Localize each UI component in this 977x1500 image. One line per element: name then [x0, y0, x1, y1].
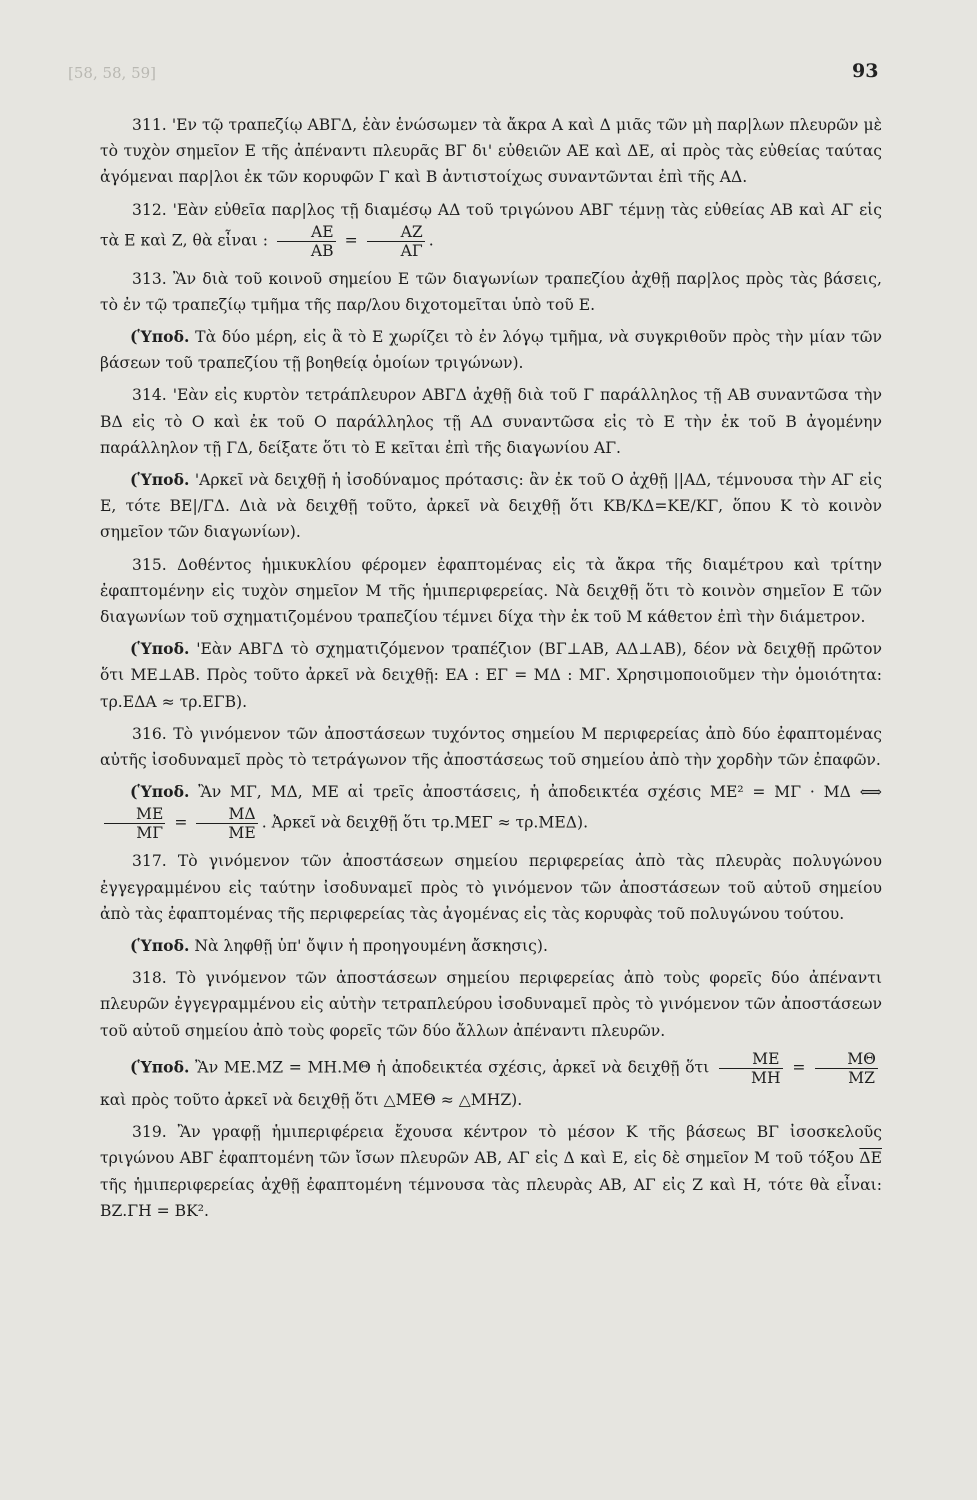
exercise-statement: Δοθέντος ἡμικυκλίου φέρομεν ἐφαπτομένας εἰς τὰ ἄκρα τῆς διαμέτρου καὶ τρίτην ἐφαπτομένην εἰς τυχὸν σημεῖον Μ τῆς ἡμιπεριφερείας. Νὰ δειχθῇ ὅτι τὸ κοινὸν σημεῖον Ε τῶν διαγωνίων τοῦ σχηματιζομένου τραπεζίου τέμνει δίχα τὴν ἐκ τοῦ Μ κάθετον ἐπὶ τὴν διάμετρον.	[100, 555, 882, 627]
hint-text: Τὰ δύο μέρη, εἰς ἃ τὸ Ε χωρίζει τὸ ἐν λόγῳ τμῆμα, νὰ συγκριθοῦν πρὸς τὴν μίαν τῶν βάσεων τοῦ τραπεζίου τῇ βοηθείᾳ ὁμοίων τριγώνων).	[100, 328, 882, 373]
hint-318	[100, 1050, 882, 1113]
exercise-number: 315.	[132, 555, 167, 574]
hint-text: 'Αρκεῖ νὰ δειχθῇ ἡ ἰσοδύναμος πρότασις: ἂν ἐκ τοῦ Ο ἀχθῇ ||ΑΔ, τέμνουσα τὴν ΑΓ εἰς Ε, τότε ΒΕ|/ΓΔ. Διὰ νὰ δειχθῇ τοῦτο, ἀρκεῖ νὰ δειχθῇ ὅτι ΚΒ/ΚΔ=ΚΕ/ΚΓ, ὅπου Κ τὸ κοινὸν σημεῖον τῶν διαγωνίων).	[100, 471, 882, 542]
fraction-denominator: ΜΗ	[751, 1068, 781, 1087]
exercise-318	[100, 965, 882, 1044]
exercise-statement: 'Εὰν εἰς κυρτὸν τετράπλευρον ΑΒΓΔ ἀχθῇ διὰ τοῦ Γ παράλληλος τῇ ΑΒ συναντῶσα τὴν ΒΔ εἰς τὸ Ο καὶ ἐκ τοῦ Ο παράλληλος τῇ ΑΔ συναντῶσα εἰς τὸ Ε τὴν ἐκ τοῦ Β ἀγομένην παράλληλον τῇ ΓΔ, δείξατε ὅτι τὸ Ε κεῖται ἐπὶ τῆς διαγωνίου ΑΓ.	[100, 386, 882, 457]
hint-text: καὶ πρὸς τοῦτο ἀρκεῖ νὰ δειχθῇ ὅτι △ΜΕΘ ≈ △ΜΗΖ).	[100, 1090, 523, 1109]
page-number: 93	[852, 60, 879, 82]
hint-text: · ΜΔ ⟺	[809, 783, 882, 802]
equals-sign: =	[174, 813, 188, 832]
fraction-numerator: ΜΔ	[196, 805, 257, 824]
hint-label: (Ὑποδ.	[130, 782, 190, 802]
exercise-statement: 'Εὰν εὐθεῖα παρ|λος τῇ διαμέσῳ ΑΔ τοῦ τριγώνου ΑΒΓ τέμνῃ τὰς εὐθείας ΑΒ καὶ ΑΓ εἰς τὰ Ε καὶ Ζ, θὰ εἶναι :	[100, 200, 882, 250]
fraction-denominator: ΜΓ	[136, 824, 164, 843]
exercise-text-body	[100, 112, 882, 1230]
exercise-statement: Ἂν διὰ τοῦ κοινοῦ σημείου Ε τῶν διαγωνίων τραπεζίου ἀχθῇ παρ|λος πρὸς τὰς βάσεις, τὸ ἐν τῷ τραπεζίῳ τμῆμα τῆς παρ/λου διχοτομεῖται ὑπὸ τοῦ Ε.	[100, 269, 882, 314]
exercise-311	[100, 112, 882, 191]
period: .	[428, 231, 434, 250]
exercise-number: 319.	[132, 1123, 167, 1142]
exercise-statement: Τὸ γινόμενον τῶν ἀποστάσεων τυχόντος σημείου Μ περιφερείας ἀπὸ δύο ἐφαπτομένας αὐτῆς ἰσοδυναμεῖ πρὸς τὸ τετράγωνον τῆς ἀποστάσεως τοῦ σημείου ἀπὸ τὴν χορδὴν τῶν ἐπαφῶν.	[100, 724, 882, 770]
exercise-number: 317.	[132, 852, 167, 871]
exercise-statement: Τὸ γινόμενον τῶν ἀποστάσεων σημείου περιφερείας ἀπὸ τοὺς φορεῖς δύο ἀπέναντι πλευρῶν ἐγγεγραμμένου εἰς αὐτὴν τετραπλεύρου ἰσοδυναμεῖ πρὸς τὸ γινόμενον τῶν ἀποστάσεων τοῦ αὐτοῦ σημείου ἀπὸ τοὺς φορεῖς τῶν δύο ἄλλων ἀπέναντι πλευρῶν.	[100, 969, 882, 1040]
exercise-316	[100, 721, 882, 773]
equals-sign: =	[344, 231, 358, 250]
hint-text: Ἂν ΜΓ, ΜΔ, ΜΕ αἱ τρεῖς ἀποστάσεις, ἡ ἀποδεικτέα σχέσις ΜΕ² = ΜΓ	[198, 783, 802, 802]
ratio-fraction	[815, 1050, 878, 1087]
hint-text: Νὰ ληφθῇ ὑπ' ὄψιν ἡ προηγουμένη ἄσκησις).	[194, 937, 548, 956]
ratio-fraction	[367, 223, 425, 260]
hint-label: (Ὑποδ.	[130, 470, 190, 490]
fraction-denominator: ΜΖ	[848, 1068, 875, 1087]
hint-text: 'Εὰν ΑΒΓΔ τὸ σχηματιζόμενον τραπέζιον (ΒΓ⊥ΑΒ, ΑΔ⊥ΑΒ), δέον νὰ δειχθῇ πρῶτον ὅτι ΜΕ⊥ΑΒ. Πρὸς τοῦτο ἀρκεῖ νὰ δειχθῇ: ΕΑ : ΕΓ = ΜΔ : ΜΓ. Χρησιμοποιοῦμεν τὴν ὁμοιότητα: τρ.ΕΔΑ ≈ τρ.ΕΓΒ).	[100, 640, 882, 711]
exercise-number: 311.	[132, 116, 167, 134]
exercise-315	[100, 552, 882, 631]
exercise-314	[100, 382, 882, 461]
hint-317	[100, 933, 882, 959]
hint-314	[100, 467, 882, 546]
hint-label: (Ὑποδ.	[130, 327, 190, 347]
exercise-number: 318.	[132, 969, 167, 988]
hint-text: Ἂν ΜΕ.ΜΖ = ΜΗ.ΜΘ ἡ ἀποδεικτέα σχέσις, ἀρκεῖ νὰ δειχθῇ ὅτι	[195, 1058, 710, 1077]
hint-text: . Ἀρκεῖ νὰ δειχθῇ ὅτι τρ.ΜΕΓ ≈ τρ.ΜΕΔ).	[261, 813, 589, 832]
fraction-numerator: ΜΕ	[104, 805, 165, 824]
fraction-numerator: ΜΘ	[815, 1050, 878, 1069]
hint-label: (Ὑποδ.	[130, 1057, 190, 1077]
ratio-fraction	[719, 1050, 783, 1087]
fraction-denominator: ΑΒ	[310, 241, 334, 260]
hint-label: (Ὑποδ.	[130, 936, 190, 956]
exercise-number: 316.	[132, 724, 167, 743]
fraction-denominator: ΑΓ	[400, 241, 423, 260]
ratio-fraction	[277, 223, 336, 260]
fraction-numerator: ΜΕ	[719, 1050, 783, 1069]
exercise-312	[100, 197, 882, 260]
equals-sign: =	[792, 1058, 806, 1077]
exercise-statement: Τὸ γινόμενον τῶν ἀποστάσεων σημείου περιφερείας ἀπὸ τὰς πλευρὰς πολυγώνου ἐγγεγραμμένου εἰς ταύτην ἰσοδυναμεῖ πρὸς τὸ γινόμενον τῶν ἀποστάσεων τοῦ αὐτοῦ σημείου ἀπὸ τὰς ἐφαπτομένας τῆς περιφερείας τὰς ἀγομένας εἰς τὰς κορυφὰς τοῦ πολυγώνου τούτου.	[100, 852, 882, 923]
exercise-number: 314.	[132, 386, 167, 405]
exercise-number: 312.	[132, 200, 167, 219]
exercise-317	[100, 848, 882, 927]
exercise-319	[100, 1119, 882, 1224]
ratio-fraction	[104, 805, 165, 842]
hint-313	[100, 324, 882, 376]
exercise-statement: τῆς ἡμιπεριφερείας ἀχθῇ ἐφαπτομένη τέμνουσα τὰς πλευρὰς ΑΒ, ΑΓ εἰς Ζ καὶ Η, τότε θὰ εἶναι: ΒΖ.ΓΗ = ΒΚ².	[100, 1175, 882, 1220]
hint-315	[100, 636, 882, 715]
exercise-number: 313.	[132, 269, 167, 288]
section-reference: [58, 58, 59]	[68, 64, 157, 82]
fraction-numerator: ΑΕ	[277, 223, 336, 242]
arc-label: $\overline{\Delta E}$	[859, 1149, 882, 1168]
hint-label: (Ὑποδ.	[130, 639, 190, 659]
exercise-statement: Ἂν γραφῇ ἡμιπεριφέρεια ἔχουσα κέντρον τὸ μέσον Κ τῆς βάσεως ΒΓ ἰσοσκελοῦς τριγώνου ΑΒΓ ἐφαπτομένη τῶν ἴσων πλευρῶν ΑΒ, ΑΓ εἰς Δ καὶ Ε, εἰς δὲ σημεῖον Μ τοῦ τόξου	[100, 1123, 882, 1168]
exercise-statement: 'Εν τῷ τραπεζίῳ ΑΒΓΔ, ἐὰν ἑνώσωμεν τὰ ἄκρα Α καὶ Δ μιᾶς τῶν μὴ παρ|λων πλευρῶν μὲ τὸ τυχὸν σημεῖον Ε τῆς ἀπέναντι πλευρᾶς ΒΓ δι' εὐθειῶν ΑΕ καὶ ΔΕ, αἱ πρὸς τὰς εὐθείας ταύτας ἀγόμεναι παρ|λοι ἐκ τῶν κορυφῶν Γ καὶ Β ἀντιστοίχως συναντῶνται ἐπὶ τῆς ΑΔ.	[100, 116, 882, 187]
hint-316	[100, 779, 882, 842]
fraction-numerator: ΑΖ	[367, 223, 425, 242]
ratio-fraction	[196, 805, 257, 842]
fraction-denominator: ΜΕ	[228, 824, 256, 843]
exercise-313	[100, 266, 882, 318]
